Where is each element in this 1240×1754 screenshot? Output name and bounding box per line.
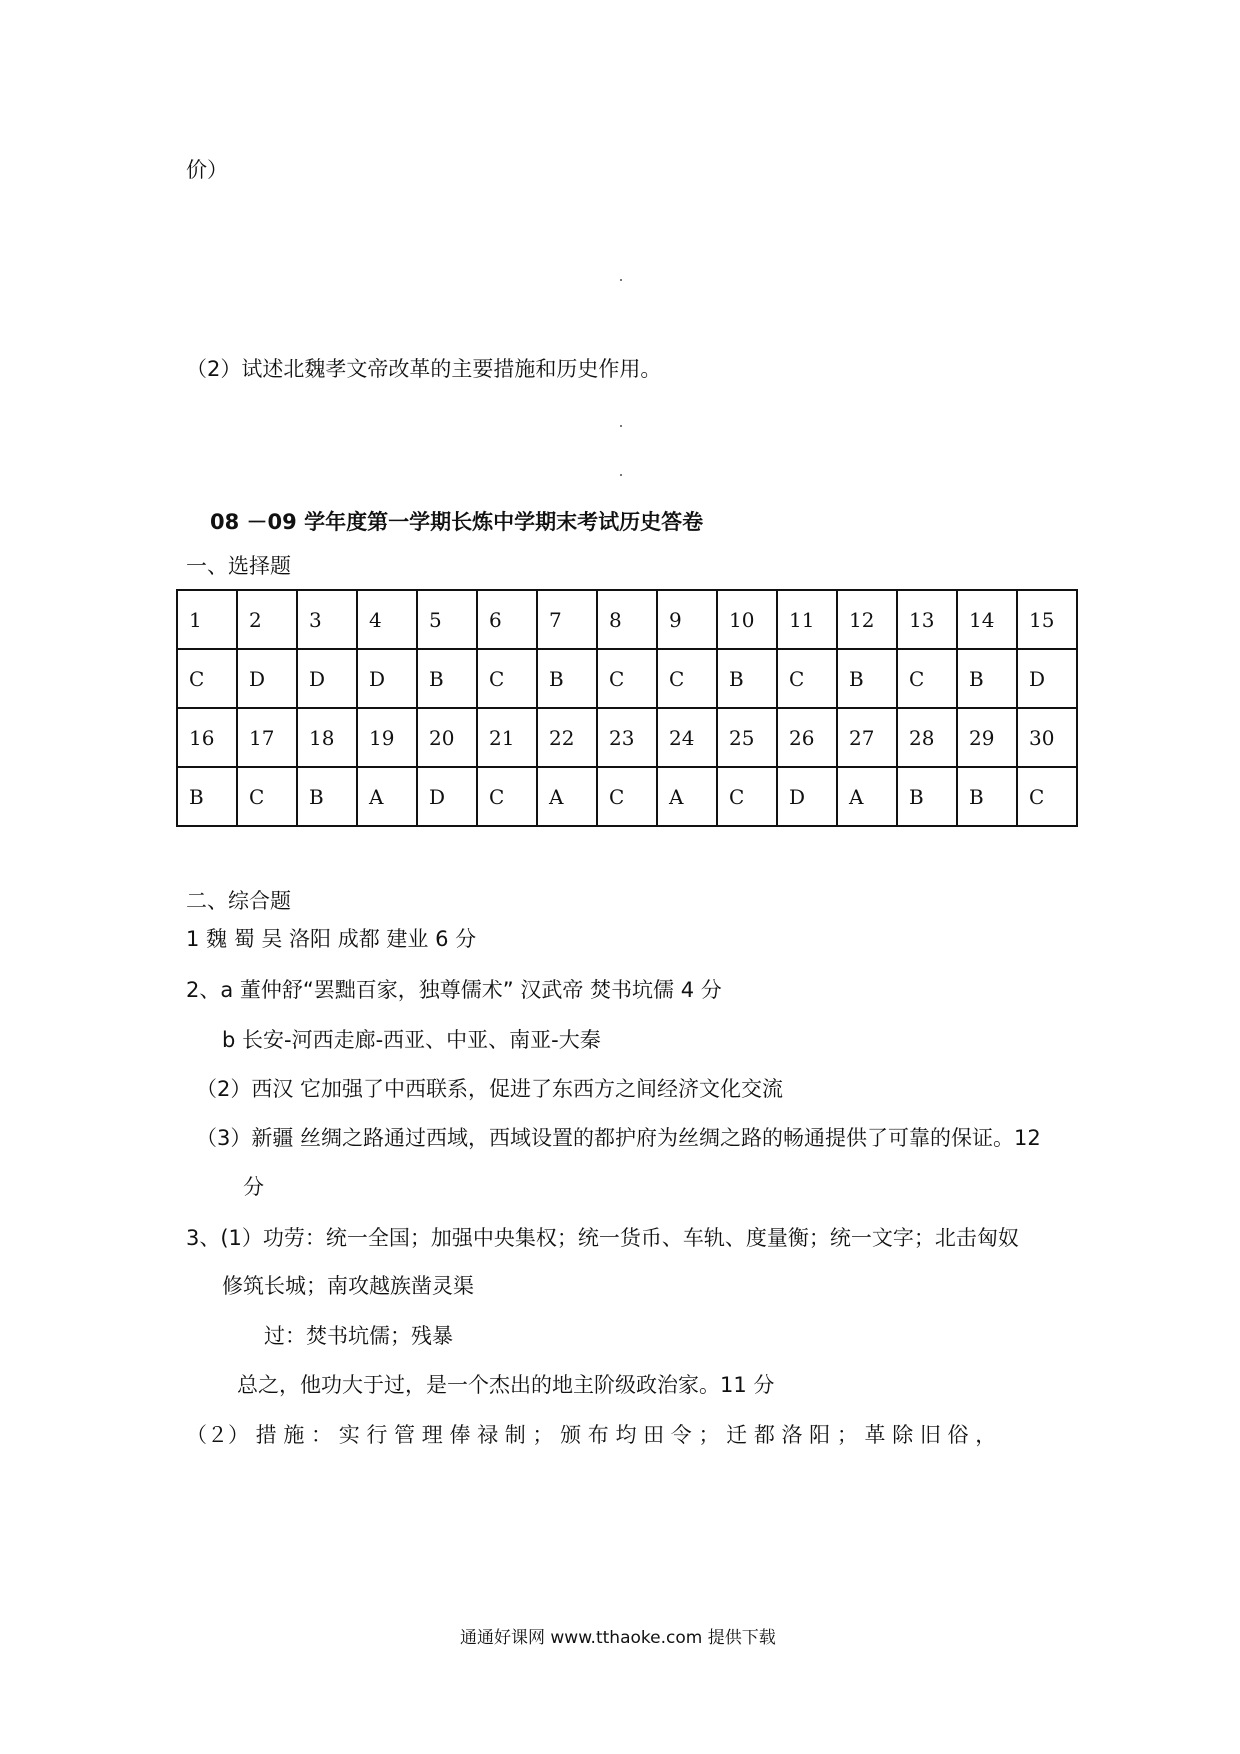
- table-cell: D: [237, 649, 297, 708]
- table-cell: 10: [717, 590, 777, 649]
- table-cell: B: [957, 767, 1017, 826]
- answer-2a: 2、a 董仲舒“罢黜百家，独尊儒术” 汉武帝 焚书坑儒 4 分: [186, 978, 722, 1002]
- table-cell: D: [357, 649, 417, 708]
- table-cell: 24: [657, 708, 717, 767]
- table-cell: 6: [477, 590, 537, 649]
- table-cell: 11: [777, 590, 837, 649]
- table-cell: C: [237, 767, 297, 826]
- answer-3-part2: （２） 措 施 ： 实 行 管 理 俸 禄 制 ； 颁 布 均 田 令 ； 迁 都 洛 阳 ； 革 除 旧 俗 ，: [186, 1423, 997, 1447]
- table-cell: 29: [957, 708, 1017, 767]
- table-cell: A: [357, 767, 417, 826]
- table-cell: 4: [357, 590, 417, 649]
- footer-text: 通通好课网 www.tthaoke.com 提供下载: [460, 1628, 776, 1648]
- answer-3-part1: 3、(1）功劳：统一全国；加强中央集权；统一货币、车轨、度量衡；统一文字；北击匈奴: [186, 1226, 1019, 1250]
- table-cell: C: [717, 767, 777, 826]
- answer-2-part3-cont: 分: [243, 1175, 264, 1199]
- table-cell: D: [777, 767, 837, 826]
- answer-2-part2: （2）西汉 它加强了中西联系，促进了东西方之间经济文化交流: [196, 1077, 784, 1101]
- table-cell: A: [837, 767, 897, 826]
- answer-3-summary: 总之，他功大于过，是一个杰出的地主阶级政治家。11 分: [237, 1373, 775, 1397]
- table-cell: 3: [297, 590, 357, 649]
- table-cell: 21: [477, 708, 537, 767]
- answer-table: [176, 589, 1078, 827]
- table-cell: B: [177, 767, 237, 826]
- table-cell: B: [297, 767, 357, 826]
- table-cell: B: [537, 649, 597, 708]
- table-cell: 28: [897, 708, 957, 767]
- stray-dot: [620, 474, 622, 476]
- table-cell: 23: [597, 708, 657, 767]
- table-cell: C: [777, 649, 837, 708]
- table-cell: 19: [357, 708, 417, 767]
- table-cell: B: [837, 649, 897, 708]
- table-cell: A: [657, 767, 717, 826]
- table-cell: 16: [177, 708, 237, 767]
- table-cell: D: [417, 767, 477, 826]
- stray-dot: [620, 279, 622, 281]
- table-cell: 22: [537, 708, 597, 767]
- table-cell: C: [597, 649, 657, 708]
- table-cell: 15: [1017, 590, 1077, 649]
- section2-heading: 二、综合题: [186, 889, 291, 913]
- table-cell: A: [537, 767, 597, 826]
- table-cell: C: [477, 649, 537, 708]
- table-cell: 5: [417, 590, 477, 649]
- table-cell: B: [717, 649, 777, 708]
- table-cell: C: [1017, 767, 1077, 826]
- table-cell: 30: [1017, 708, 1077, 767]
- table-cell: C: [477, 767, 537, 826]
- table-cell: D: [297, 649, 357, 708]
- table-cell: B: [417, 649, 477, 708]
- table-cell: 27: [837, 708, 897, 767]
- table-cell: 1: [177, 590, 237, 649]
- table-cell: 20: [417, 708, 477, 767]
- answer-1: 1 魏 蜀 吴 洛阳 成都 建业 6 分: [186, 927, 477, 951]
- stray-dot: [620, 425, 622, 427]
- table-cell: 2: [237, 590, 297, 649]
- table-cell: C: [657, 649, 717, 708]
- table-cell: 25: [717, 708, 777, 767]
- table-cell: D: [1017, 649, 1077, 708]
- table-row: [177, 649, 1077, 708]
- table-cell: C: [597, 767, 657, 826]
- answer-2b: b 长安-河西走廊-西亚、中亚、南亚-大秦: [222, 1028, 601, 1052]
- table-row: [177, 767, 1077, 826]
- section1-heading: 一、选择题: [186, 554, 291, 578]
- table-cell: 13: [897, 590, 957, 649]
- table-cell: 17: [237, 708, 297, 767]
- table-cell: B: [897, 767, 957, 826]
- table-cell: 14: [957, 590, 1017, 649]
- answer-3-fault: 过：焚书坑儒；残暴: [264, 1324, 453, 1348]
- table-cell: C: [177, 649, 237, 708]
- answer-3-part1-cont: 修筑长城；南攻越族凿灵渠: [222, 1274, 474, 1298]
- question-2: （2）试述北魏孝文帝改革的主要措施和历史作用。: [186, 357, 662, 381]
- header-fragment: 价）: [186, 158, 228, 182]
- table-cell: 12: [837, 590, 897, 649]
- table-cell: 8: [597, 590, 657, 649]
- table-cell: 18: [297, 708, 357, 767]
- page-title: 08 －09 学年度第一学期长炼中学期末考试历史答卷: [210, 510, 704, 534]
- table-cell: B: [957, 649, 1017, 708]
- table-row: [177, 590, 1077, 649]
- answer-2-part3: （3）新疆 丝绸之路通过西域，西域设置的都护府为丝绸之路的畅通提供了可靠的保证。12: [196, 1126, 1041, 1150]
- table-cell: 9: [657, 590, 717, 649]
- table-row: [177, 708, 1077, 767]
- table-cell: 7: [537, 590, 597, 649]
- table-cell: C: [897, 649, 957, 708]
- table-cell: 26: [777, 708, 837, 767]
